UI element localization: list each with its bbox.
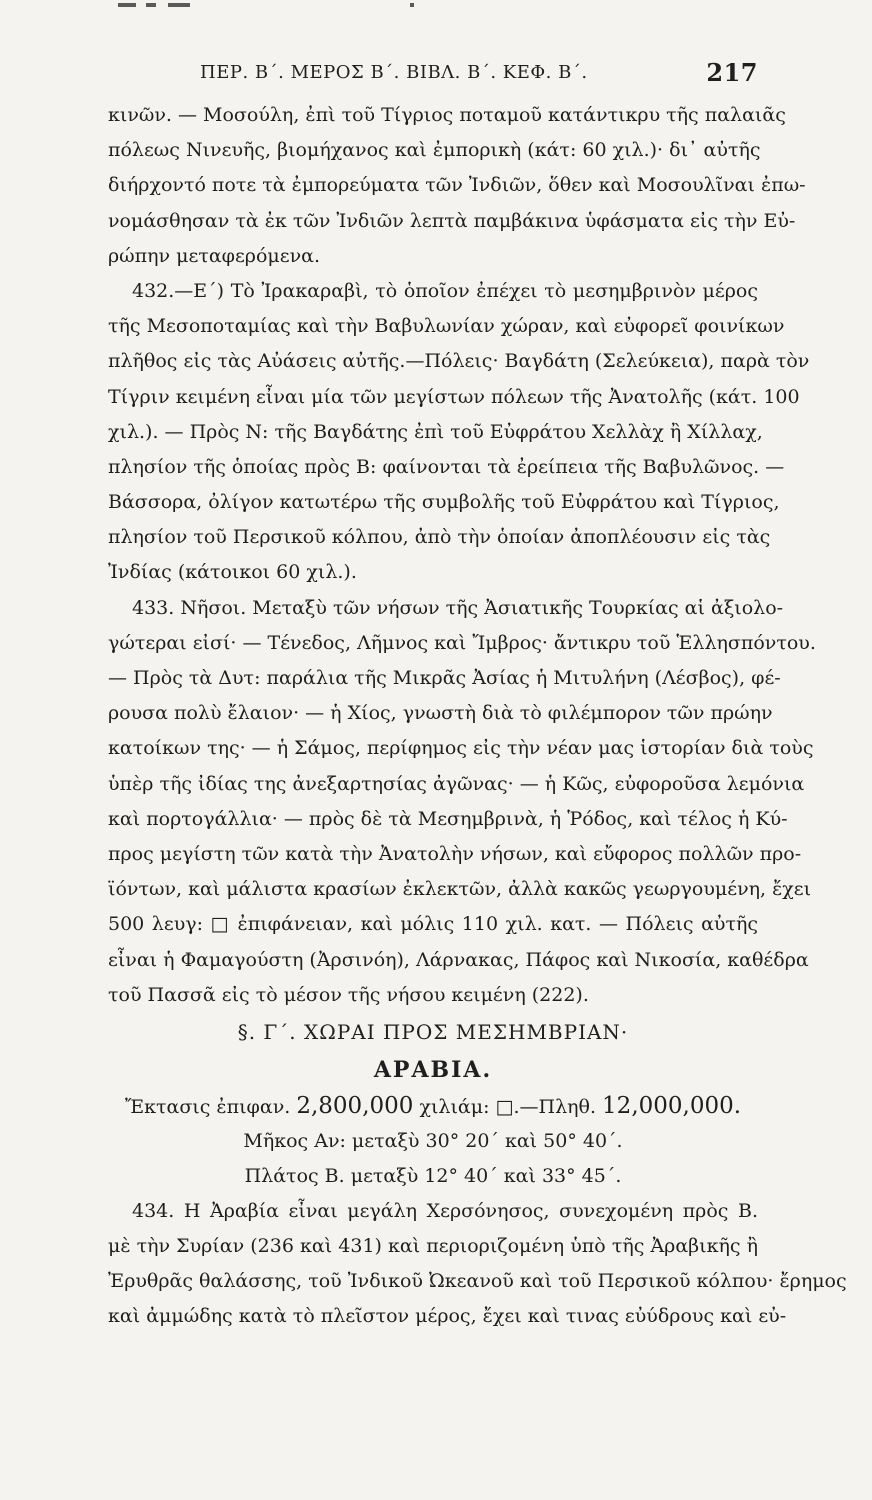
paragraph-432 <box>108 274 810 591</box>
text-line: Τίγριν κειμένη εἶναι μία τῶν μεγίστων πόλεων τῆς Ἀνατολῆς (κάτ. 100 <box>108 385 800 408</box>
page-body <box>108 98 847 1335</box>
text-line: πλησίον τοῦ Περσικοῦ κόλπου, ἀπὸ τὴν ὁποίαν ἀποπλέουσιν εἰς τὰς <box>108 526 771 549</box>
page-number: 217 <box>706 58 758 87</box>
paragraph-433 <box>108 591 816 1013</box>
text-line: πλησίον τῆς ὁποίας πρὸς Β: φαίνονται τὰ ἐρείπεια τῆς Βαβυλῶνος. — <box>108 455 785 478</box>
text-line: νομάσθησαν τὰ ἐκ τῶν Ἰνδιῶν λεπτὰ παμβάκινα ὑφάσματα εἰς τὴν Εὐ- <box>108 209 796 232</box>
text-line: καὶ πορτογάλλια· — πρὸς δὲ τὰ Μεσημβρινὰ, ἡ Ῥόδος, καὶ τέλος ἡ Κύ- <box>108 807 788 830</box>
area-value: 2,800,000 <box>296 1092 414 1119</box>
text-line: πλῆθος εἰς τὰς Αὐάσεις αὐτῆς.—Πόλεις· Βαγδάτη (Σελεύκεια), παρὰ τὸν <box>108 350 810 373</box>
text-line: — Πρὸς τὰ Δυτ: παράλια τῆς Μικρᾶς Ἀσίας ἡ Μιτυλήνη (Λέσβος), φέ- <box>108 667 781 689</box>
text-line: πόλεως Νινευῆς, βιομήχανος καὶ ἐμπορικὴ (κάτ: 60 χιλ.)· δι᾽ αὐτῆς <box>108 139 761 162</box>
text-line: Βάσσορα, ὀλίγον κατωτέρω τῆς συμβολῆς τοῦ Εὐφράτου καὶ Τίγριος, <box>108 491 780 514</box>
running-header <box>200 58 758 87</box>
section-heading: §. Γ΄. ΧΩΡΑΙ ΠΡΟΣ ΜΕΣΗΜΒΡΙΑΝ· <box>237 1019 629 1044</box>
text-line: κινῶν. — Μοσούλη, ἐπὶ τοῦ Τίγριος ποταμοῦ κατάντικρυ τῆς παλαιᾶς <box>108 104 786 126</box>
text-line: χιλ.). — Πρὸς Ν: τῆς Βαγδάτης ἐπὶ τοῦ Εὐφράτου Χελλὰχ ἢ Χίλλαχ, <box>108 420 763 443</box>
text-line: 434. Η Ἀραβία εἶναι μεγάλη Χερσόνησος, συνεχομένη πρὸς Β. <box>132 1199 758 1222</box>
text-line: ρώπην μεταφερόμενα. <box>108 244 321 267</box>
text-line: 432.—Ε΄) Τὸ Ἰρακαραβὶ, τὸ ὁποῖον ἐπέχει τὸ μεσημβρινὸν μέρος <box>132 279 758 302</box>
text-line: μὲ τὴν Συρίαν (236 καὶ 431) καὶ περιοριζομένη ὑπὸ τῆς Ἀραβικῆς ἢ <box>108 1235 758 1258</box>
text-line: διήρχοντό ποτε τὰ ἐμπορεύματα τῶν Ἰνδιῶν, ὅθεν καὶ Μοσουλῖναι ἐπω- <box>108 174 806 197</box>
text-line: προς μεγίστη τῶν κατὰ τὴν Ἀνατολὴν νήσων, καὶ εὔφορος πολλῶν προ- <box>108 842 802 865</box>
text-line: κατοίκων της· — ἡ Σάμος, περίφημος εἰς τὴν νέαν μας ἱστορίαν διὰ τοὺς <box>108 737 814 760</box>
area-population-line <box>108 1089 758 1124</box>
cropped-top-text-fragment <box>0 0 872 16</box>
area-unit: χιλιάμ: □.—Πληθ. <box>419 1095 596 1118</box>
paragraph-434 <box>108 1194 847 1335</box>
latitude-line: Πλάτος Β. μεταξὺ 12° 40΄ καὶ 33° 45΄. <box>244 1164 622 1187</box>
text-line: ρουσα πολὺ ἔλαιον· — ἡ Χίος, γνωστὴ διὰ τὸ φιλέμπορον τῶν πρώην <box>108 702 773 725</box>
text-line: ϊόντων, καὶ μάλιστα κρασίων ἐκλεκτῶν, ἀλλὰ κακῶς γεωργουμένη, ἔχει <box>108 878 812 901</box>
text-line: τοῦ Πασσᾶ εἰς τὸ μέσον τῆς νήσου κειμένη (222). <box>108 983 589 1006</box>
statistics-block <box>108 1089 758 1194</box>
text-line: Ἰνδίας (κάτοικοι 60 χιλ.). <box>108 561 357 584</box>
population-value: 12,000,000. <box>602 1092 742 1119</box>
area-label: Ἔκτασις ἐπιφαν. <box>124 1095 291 1118</box>
paragraph-431-end <box>108 98 806 274</box>
longitude-line: Μῆκος Αν: μεταξὺ 30° 20΄ καὶ 50° 40΄. <box>243 1129 623 1152</box>
text-line: Ἐρυθρᾶς θαλάσσης, τοῦ Ἰνδικοῦ Ὠκεανοῦ καὶ τοῦ Περσικοῦ κόλπου· ἔρημος <box>108 1270 847 1293</box>
text-line: 433. Νῆσοι. Μεταξὺ τῶν νήσων τῆς Ἀσιατικῆς Τουρκίας αἱ ἀξιολο- <box>132 596 784 619</box>
text-line: ὑπὲρ τῆς ἰδίας της ἀνεξαρτησίας ἀγῶνας· — ἡ Κῶς, εὐφοροῦσα λεμόνια <box>108 772 805 795</box>
text-line: καὶ ἀμμώδης κατὰ τὸ πλεῖστον μέρος, ἔχει καὶ τινας εὐύδρους καὶ εὐ- <box>108 1305 787 1328</box>
running-title: ΠΕΡ. Β΄. ΜΕΡΟΣ Β΄. ΒΙΒΛ. Β΄. ΚΕΦ. Β΄. <box>200 62 588 83</box>
text-line: 500 λευγ: □ ἐπιφάνειαν, καὶ μόλις 110 χιλ. κατ. — Πόλεις αὐτῆς <box>108 913 758 936</box>
text-line: εἶναι ἡ Φαμαγούστη (Ἀρσινόη), Λάρνακας, Πάφος καὶ Νικοσία, καθέδρα <box>108 948 809 971</box>
text-line: τῆς Μεσοποταμίας καὶ τὴν Βαβυλωνίαν χώραν, καὶ εὐφορεῖ φοινίκων <box>108 315 785 338</box>
text-line: γώτεραι εἰσί· — Τένεδος, Λῆμνος καὶ Ἴμβρος· ἄντικρυ τοῦ Ἑλλησπόντου. <box>108 631 816 654</box>
country-heading: ΑΡΑΒΙΑ. <box>373 1056 493 1083</box>
